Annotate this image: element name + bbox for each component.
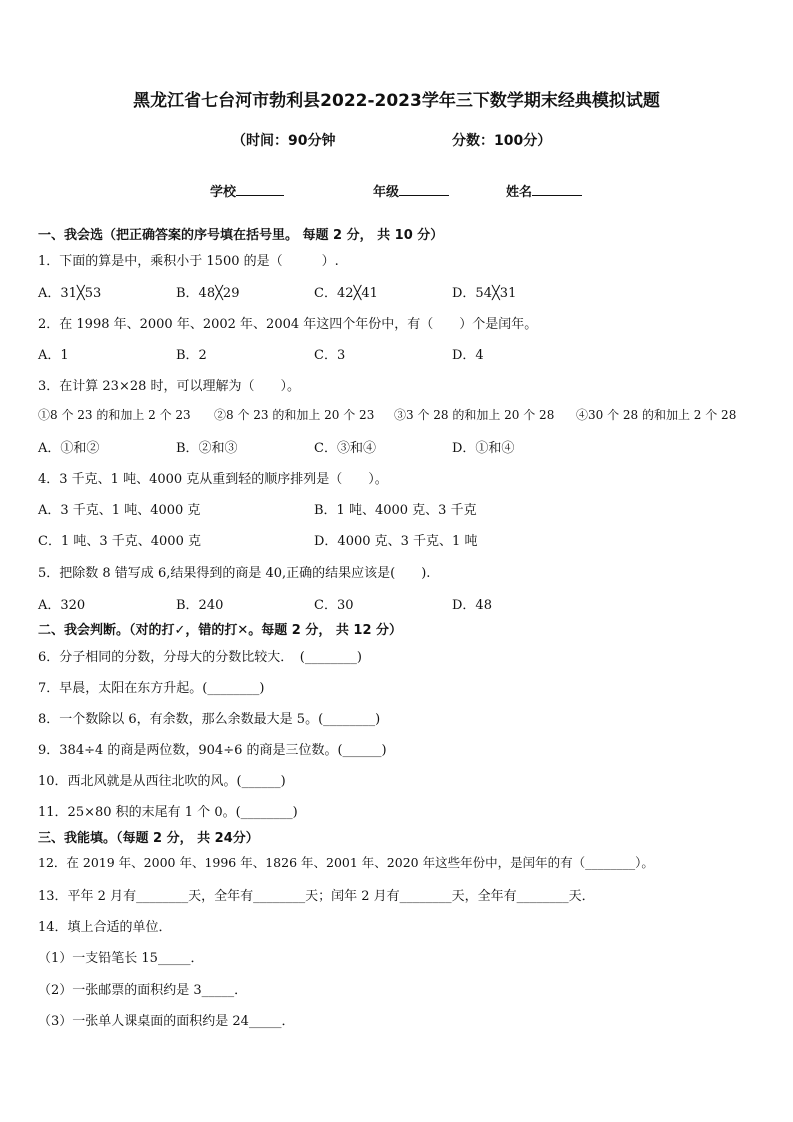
question-text: 9．384÷4 的商是两位数，904÷6 的商是三位数。(______) <box>38 743 387 758</box>
question-text: 7．早晨，太阳在东方升起。(________) <box>38 681 265 696</box>
question-text: 12．在 2019 年、2000 年、1996 年、1826 年、2001 年、2020 年这些年份中，是闰年的有（________）。 <box>38 855 654 870</box>
option-b: B．1 吨、4000 克、3 千克 <box>314 503 477 518</box>
sub-question: （1）一支铅笔长 15_____． <box>38 951 204 966</box>
question-text: 10．西北风就是从西往北吹的风。(______) <box>38 774 286 789</box>
exam-time: （时间：90分钟 <box>232 133 336 149</box>
grade-label: 年级 <box>373 185 400 200</box>
option-d: D．①和④ <box>452 441 515 456</box>
grade-field <box>373 181 449 200</box>
name-label: 姓名 <box>506 185 533 200</box>
question-text: 4．3 千克、1 吨、4000 克从重到轻的顺序排列是（ ）。 <box>38 472 388 487</box>
name-field <box>506 181 582 200</box>
name-blank <box>532 194 582 196</box>
option-c: C．1 吨、3 千克、4000 克 <box>38 534 201 549</box>
option-d: D．48 <box>452 598 492 613</box>
option-d: D．54╳31 <box>452 286 517 301</box>
option-b: B．240 <box>176 598 224 613</box>
option-b: B．48╳29 <box>176 286 240 301</box>
section-heading: 一、我会选（把正确答案的序号填在括号里。 每题 2 分， 共 10 分） <box>38 228 444 243</box>
question-text: 6．分子相同的分数，分母大的分数比较大． (________) <box>38 650 362 665</box>
sub-question: （2）一张邮票的面积约是 3_____． <box>38 983 248 998</box>
choice-2: ②8 个 23 的和加上 20 个 23 <box>214 408 375 422</box>
question-text: 14．填上合适的单位． <box>38 920 172 935</box>
question-text: 1．下面的算是中，乘积小于 1500 的是（ ）. <box>38 254 339 269</box>
question-text: 3．在计算 23×28 时，可以理解为（ ）。 <box>38 379 301 394</box>
question-text: 8．一个数除以 6，有余数，那么余数最大是 5。(________) <box>38 712 381 727</box>
option-a: A．3 千克、1 吨、4000 克 <box>38 503 201 518</box>
choice-1: ①8 个 23 的和加上 2 个 23 <box>38 408 191 422</box>
section-heading: 三、我能填。（每题 2 分， 共 24分） <box>38 831 259 846</box>
option-a: A．31╳53 <box>38 286 102 301</box>
grade-blank <box>399 194 449 196</box>
option-d: D．4 <box>452 348 484 363</box>
section-heading: 二、我会判断。（对的打✓，错的打✕。每题 2 分， 共 12 分） <box>38 623 403 638</box>
question-text: 13．平年 2 月有________天，全年有________天；闰年 2 月有________天，全年有________天． <box>38 889 595 904</box>
option-c: C．③和④ <box>314 441 376 456</box>
sub-question: （3）一张单人课桌面的面积约是 24_____． <box>38 1014 295 1029</box>
option-b: B．②和③ <box>176 441 238 456</box>
option-a: A．320 <box>38 598 86 613</box>
choice-3: ③3 个 28 的和加上 20 个 28 <box>394 408 555 422</box>
question-text: 5．把除数 8 错写成 6,结果得到的商是 40,正确的结果应该是( ). <box>38 566 431 581</box>
option-c: C．42╳41 <box>314 286 378 301</box>
school-label: 学校 <box>210 185 237 200</box>
option-c: C．3 <box>314 348 346 363</box>
school-field <box>210 181 284 200</box>
option-d: D．4000 克、3 千克、1 吨 <box>314 534 478 549</box>
option-a: A．1 <box>38 348 69 363</box>
option-a: A．①和② <box>38 441 100 456</box>
question-text: 2．在 1998 年、2000 年、2002 年、2004 年这四个年份中，有（ ）个是闰年。 <box>38 317 538 332</box>
school-blank <box>236 194 284 196</box>
option-c: C．30 <box>314 598 354 613</box>
exam-score: 分数：100分） <box>452 133 552 149</box>
page-title: 黑龙江省七台河市勃利县2022-2023学年三下数学期末经典模拟试题 <box>133 91 660 111</box>
choice-4: ④30 个 28 的和加上 2 个 28 <box>576 408 737 422</box>
option-b: B．2 <box>176 348 207 363</box>
question-text: 11．25×80 积的末尾有 1 个 0。(________) <box>38 805 298 820</box>
